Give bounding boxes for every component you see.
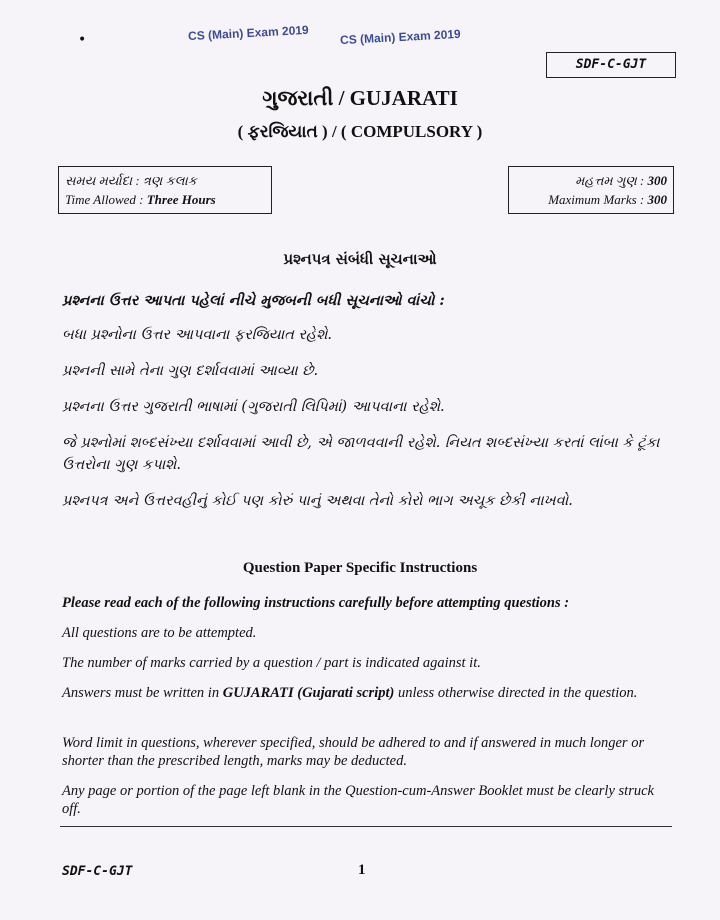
exam-stamp-right: CS (Main) Exam 2019 (339, 26, 462, 48)
maximum-marks-gujarati (515, 171, 667, 190)
maximum-marks-gujarati-label: મહત્તમ ગુણ : (575, 173, 648, 188)
time-allowed-box (58, 166, 272, 214)
page-number: 1 (358, 862, 366, 878)
gujarati-instructions-lead: પ્રશ્નના ઉત્તર આપતા પહેલાં નીચે મુજબની બધી સૂચનાઓ વાંચો : (62, 292, 445, 309)
paper-title: ગુજરાતી / GUJARATI (262, 86, 458, 110)
gujarati-instruction-item: પ્રશ્નના ઉત્તર ગુજરાતી ભાષામાં (ગુજરાતી લિપિમાં) આપવાના રહેશે. (62, 399, 445, 415)
english-item3-pre: Answers must be written in (62, 685, 223, 701)
exam-stamp-left: CS (Main) Exam 2019 (187, 22, 310, 44)
gujarati-instructions-heading: પ્રશ્નપત્ર સંબંધી સૂચનાઓ (283, 250, 437, 268)
english-instruction-item: Word limit in questions, wherever specified, should be adhered to and if answered in much longer or shorter than the prescribed length, marks may be deducted. (62, 735, 645, 769)
bullet-mark: • (78, 32, 87, 48)
maximum-marks-english (515, 190, 667, 209)
english-instruction-item: Any page or portion of the page left blank in the Question-cum-Answer Booklet must be clearly struck off. (62, 783, 654, 817)
gujarati-instruction-item: જે પ્રશ્નોમાં શબ્દસંખ્યા દર્શાવવામાં આવી છે, એ જાળવવાની રહેશે. નિયત શબ્દસંખ્યા કરતાં લાંબા કે ટૂંકા ઉત્તરોના ગુણ કપાશે. (62, 435, 660, 473)
paper-subtitle: ( ફરજિયાત ) / ( COMPULSORY ) (237, 122, 483, 141)
english-item3-post: unless otherwise directed in the question. (394, 685, 638, 701)
paper-code-box: SDF-C-GJT (546, 52, 676, 78)
english-instructions-lead: Please read each of the following instructions carefully before attempting questions : (62, 595, 570, 611)
maximum-marks-label: Maximum Marks : (548, 192, 648, 207)
gujarati-instruction-item: પ્રશ્નની સામે તેના ગુણ દર્શાવવામાં આવ્યા છે. (62, 363, 319, 379)
english-instruction-item (62, 684, 674, 702)
divider-rule (60, 826, 672, 827)
time-allowed-english (65, 190, 265, 209)
gujarati-instruction-item: પ્રશ્નપત્ર અને ઉત્તરવહીનું કોઈ પણ કોરું પાનું અથવા તેનો કોરો ભાગ અચૂક છેકી નાખવો. (62, 493, 573, 509)
english-instructions-heading: Question Paper Specific Instructions (242, 560, 478, 576)
maximum-marks-gujarati-value: 300 (647, 173, 667, 188)
english-instruction-item: The number of marks carried by a question / part is indicated against it. (62, 655, 481, 671)
time-allowed-label: Time Allowed : (65, 192, 147, 207)
english-instruction-item: All questions are to be attempted. (62, 625, 257, 641)
time-allowed-gujarati: સમય મર્યાદા : ત્રણ કલાક (65, 173, 197, 188)
english-item3-language: GUJARATI (Gujarati script) (222, 685, 395, 701)
maximum-marks-value: 300 (647, 192, 667, 207)
time-allowed-value: Three Hours (146, 192, 216, 207)
gujarati-instruction-item: બધા પ્રશ્નોના ઉત્તર આપવાના ફરજિયાત રહેશે. (62, 327, 333, 343)
maximum-marks-box (508, 166, 674, 214)
footer-paper-code: SDF-C-GJT (62, 864, 133, 879)
